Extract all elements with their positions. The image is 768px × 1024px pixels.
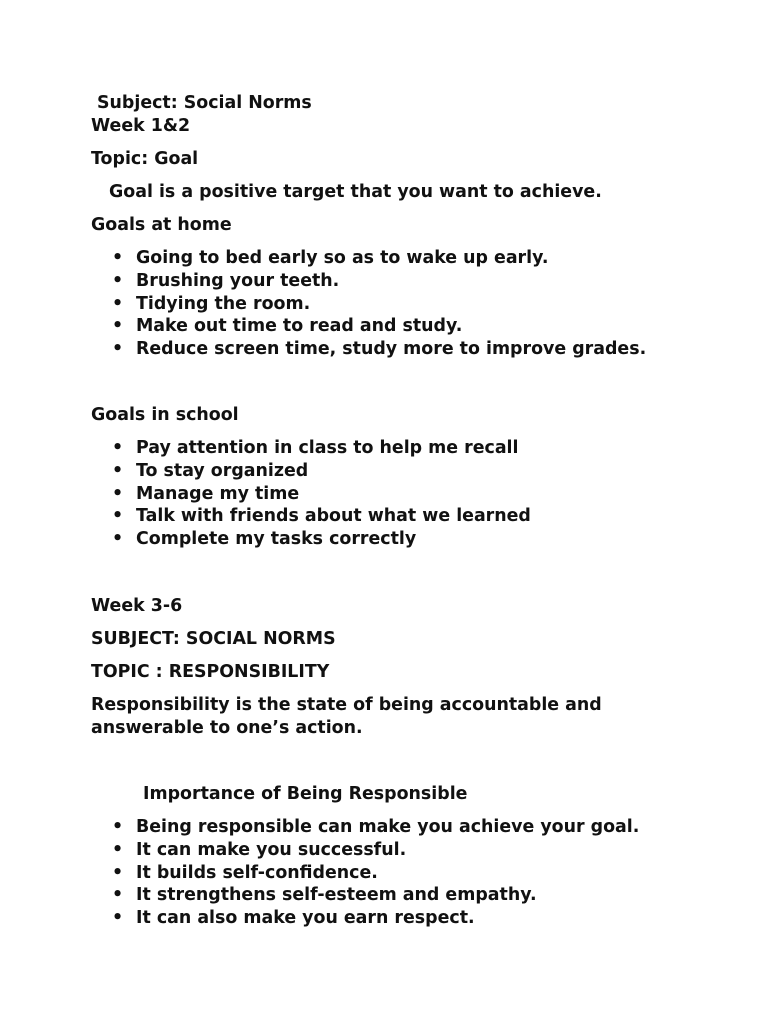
bullet-icon: •: [112, 885, 124, 906]
responsibility-definition-line-2: answerable to one’s action.: [91, 718, 363, 738]
list-item: [0, 505, 531, 528]
bullet-icon: •: [112, 339, 124, 360]
list-item-text: It can make you successful.: [136, 839, 407, 860]
bullet-icon: •: [112, 529, 124, 550]
list-item: [0, 270, 646, 293]
bullet-icon: •: [112, 460, 124, 481]
goals-school-list: [0, 437, 531, 551]
list-item: [0, 483, 531, 506]
bullet-icon: •: [112, 316, 124, 337]
section-heading-goals-school: Goals in school: [91, 405, 239, 425]
bullet-icon: •: [112, 908, 124, 929]
list-item-text: Being responsible can make you achieve your goal.: [136, 817, 640, 837]
list-item: [0, 460, 531, 483]
week-label: Week 3-6: [91, 596, 183, 616]
bullet-icon: •: [112, 839, 124, 860]
list-item-text: Tidying the room.: [136, 293, 311, 314]
bullet-icon: •: [112, 270, 124, 291]
week-label: Week 1&2: [91, 116, 191, 136]
list-item-text: Brushing your teeth.: [136, 270, 340, 291]
goal-definition: Goal is a positive target that you want to achieve.: [109, 182, 602, 202]
section-heading-importance: Importance of Being Responsible: [143, 784, 468, 804]
bullet-icon: •: [112, 862, 124, 883]
list-item: [0, 315, 646, 338]
list-item-text: It builds self-confidence.: [136, 862, 378, 883]
bullet-icon: •: [112, 293, 124, 314]
list-item-text: Make out time to read and study.: [136, 316, 463, 337]
subject-heading-caps: SUBJECT: SOCIAL NORMS: [91, 629, 336, 649]
bullet-icon: •: [112, 248, 124, 268]
list-item: [0, 338, 646, 361]
list-item: [0, 839, 639, 862]
list-item-text: Going to bed early so as to wake up early.: [136, 248, 549, 268]
bullet-icon: •: [112, 438, 124, 458]
list-item: [0, 528, 531, 551]
topic-heading-caps: TOPIC : RESPONSIBILITY: [91, 662, 330, 682]
list-item: [0, 907, 639, 930]
list-item: [0, 862, 639, 885]
list-item: [0, 884, 639, 907]
bullet-icon: •: [112, 506, 124, 527]
topic-heading: Topic: Goal: [91, 149, 199, 169]
bullet-icon: •: [112, 817, 124, 837]
list-item: [0, 437, 531, 460]
subject-heading: Subject: Social Norms: [97, 93, 312, 113]
importance-list: [0, 816, 639, 930]
list-item-text: Complete my tasks correctly: [136, 529, 417, 550]
bullet-icon: •: [112, 483, 124, 504]
list-item: [0, 816, 639, 839]
list-item-text: Reduce screen time, study more to improve grades.: [136, 339, 647, 360]
list-item: [0, 293, 646, 316]
section-heading-goals-home: Goals at home: [91, 215, 232, 235]
list-item-text: Manage my time: [136, 483, 300, 504]
list-item-text: To stay organized: [136, 460, 309, 481]
list-item-text: Talk with friends about what we learned: [136, 506, 531, 527]
list-item-text: It can also make you earn respect.: [136, 908, 475, 929]
list-item: [0, 247, 646, 270]
responsibility-definition-line-1: Responsibility is the state of being accountable and: [91, 695, 602, 715]
goals-home-list: [0, 247, 646, 361]
list-item-text: It strengthens self-esteem and empathy.: [136, 885, 537, 906]
list-item-text: Pay attention in class to help me recall: [136, 438, 519, 458]
